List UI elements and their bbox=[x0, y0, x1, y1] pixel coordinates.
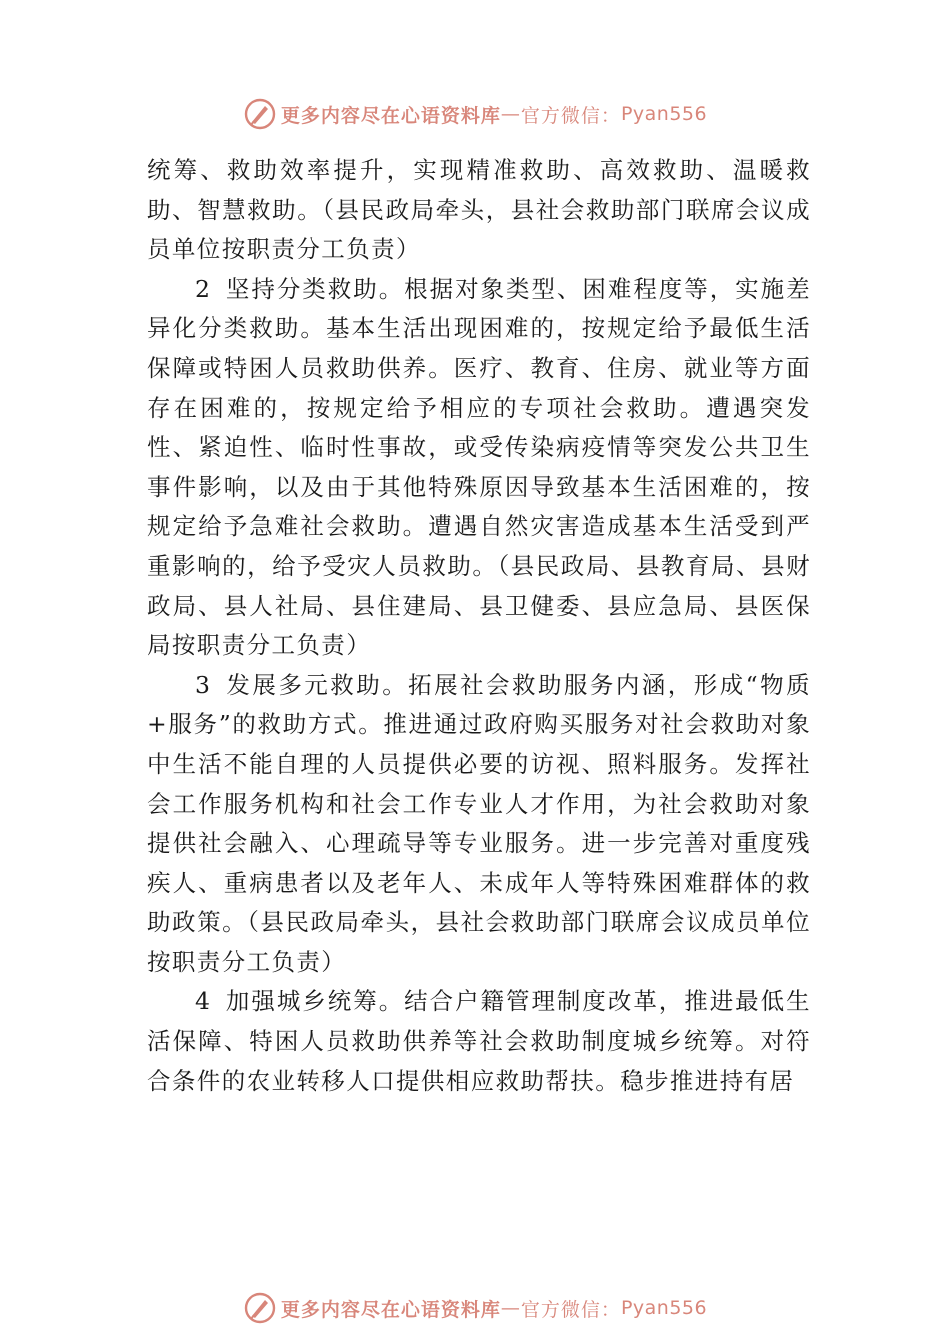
paragraph-continuation bbox=[147, 151, 811, 270]
paragraph-item-4 bbox=[147, 982, 811, 1101]
paragraph-item-2 bbox=[147, 270, 811, 666]
pen-seal-icon bbox=[243, 97, 277, 131]
footer-watermark bbox=[0, 1288, 950, 1328]
watermark-separator: — bbox=[500, 103, 521, 125]
watermark-separator: — bbox=[500, 1297, 521, 1319]
watermark-wechat-label: 官方微信： bbox=[520, 104, 621, 127]
paragraph-text: 加强城乡统筹。结合户籍管理制度改革，推进最低生活保障、特困人员救助供养等社会救助制度城乡统筹。对符合条件的农业转移人口提供相应救助帮扶。稳步推进持有居 bbox=[147, 987, 811, 1095]
pen-seal-icon bbox=[243, 1291, 277, 1325]
watermark-brand: 更多内容尽在心语资料库 bbox=[280, 104, 501, 127]
item-number: 4 bbox=[195, 987, 212, 1016]
watermark-wechat-id: Pyan556 bbox=[620, 1297, 708, 1319]
paragraph-text: 发展多元救助。拓展社会救助服务内涵，形成“物质+服务”的救助方式。推进通过政府购买服务对社会救助对象中生活不能自理的人员提供必要的访视、照料服务。发挥社会工作服务机构和社会工作专业人才作用，为社会救助对象提供社会融入、心理疏导等专业服务。进一步完善对重度残疾人、重病患者以及老年人、未成年人等特殊困难群体的救助政策。（县民政局牵头，县社会救助部门联席会议成员单位按职责分工负责） bbox=[147, 670, 811, 976]
watermark-wechat-id: Pyan556 bbox=[620, 103, 708, 125]
item-number: 2 bbox=[195, 274, 212, 303]
header-watermark bbox=[0, 94, 950, 134]
paragraph-text: 坚持分类救助。根据对象类型、困难程度等，实施差异化分类救助。基本生活出现困难的，按规定给予最低生活保障或特困人员救助供养。医疗、教育、住房、就业等方面存在困难的，按规定给予相应的专项社会救助。遭遇突发性、紧迫性、临时性事故，或受传染病疫情等突发公共卫生事件影响，以及由于其他特殊原因导致基本生活困难的，按规定给予急难社会救助。遭遇自然灾害造成基本生活受到严重影响的，给予受灾人员救助。（县民政局、县教育局、县财政局、县人社局、县住建局、县卫健委、县应急局、县医保局按职责分工负责） bbox=[147, 274, 811, 660]
paragraph-text: 统筹、救助效率提升，实现精准救助、高效救助、温暖救助、智慧救助。（县民政局牵头，县社会救助部门联席会议成员单位按职责分工负责） bbox=[147, 156, 811, 264]
watermark-brand: 更多内容尽在心语资料库 bbox=[280, 1298, 501, 1321]
paragraph-item-3 bbox=[147, 666, 811, 983]
watermark-wechat-label: 官方微信： bbox=[520, 1298, 621, 1321]
item-number: 3 bbox=[195, 670, 212, 699]
document-body bbox=[147, 151, 811, 1101]
